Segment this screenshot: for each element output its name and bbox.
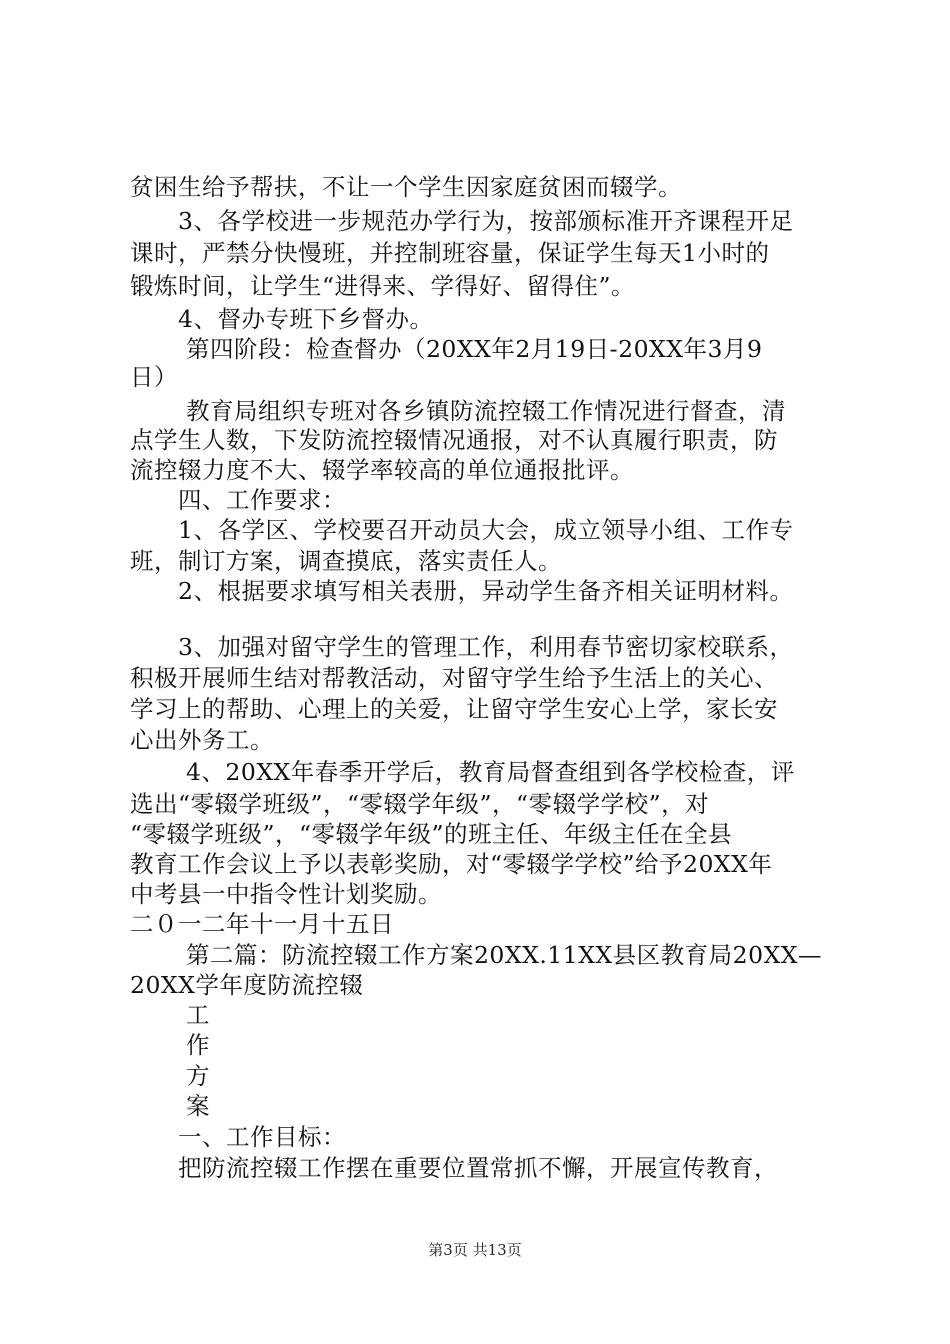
text-line: 方 — [130, 1062, 210, 1090]
text-line: 第二篇：防流控辍工作方案20XX.11XX县区教育局20XX— — [130, 941, 823, 969]
text-line: 班，制订方案，调查摸底，落实责任人。 — [130, 547, 562, 575]
text-line: 2、根据要求填写相关表册，异动学生备齐相关证明材料。 — [130, 577, 794, 605]
text-line: 第四阶段：检查督办（20XX年2月19日-20XX年3月9 — [130, 335, 763, 363]
text-line: 二０一二年十一月十五日 — [130, 910, 394, 938]
text-line: 中考县一中指令性计划奖励。 — [130, 880, 442, 908]
text-line: 4、督办专班下乡督办。 — [130, 305, 434, 333]
text-line: 积极开展师生结对帮教活动，对留守学生给予生活上的关心、 — [130, 664, 778, 692]
text-line: 贫困生给予帮扶，不让一个学生因家庭贫困而辍学。 — [130, 173, 682, 201]
text-line: 四、工作要求： — [130, 486, 346, 514]
text-line: 锻炼时间，让学生“进得来、学得好、留得住”。 — [130, 272, 636, 300]
text-line: 教育工作会议上予以表彰奖励，对“零辍学学校”给予20XX年 — [130, 850, 773, 878]
text-line: 作 — [130, 1031, 210, 1059]
text-line: 选出“零辍学班级”，“零辍学年级”，“零辍学学校”，对 — [130, 790, 710, 818]
text-line: 3、加强对留守学生的管理工作，利用春节密切家校联系， — [130, 633, 794, 661]
text-line: 流控辍力度不大、辍学率较高的单位通报批评。 — [130, 456, 634, 484]
text-line: 案 — [130, 1092, 210, 1120]
text-line: 心出外务工。 — [130, 726, 274, 754]
text-line: 一、工作目标： — [130, 1123, 346, 1151]
text-line: “零辍学班级”，“零辍学年级”的班主任、年级主任在全县 — [130, 820, 733, 848]
page-number-footer: 第3页 共13页 — [428, 1241, 522, 1259]
text-line: 1、各学区、学校要召开动员大会，成立领导小组、工作专 — [130, 516, 794, 544]
text-line: 20XX学年度防流控辍 — [130, 971, 364, 999]
text-line: 3、各学校进一步规范办学行为，按部颁标准开齐课程开足 — [130, 207, 794, 235]
text-line: 4、20XX年春季开学后，教育局督查组到各学校检查，评 — [130, 758, 795, 786]
text-line: 点学生人数，下发防流控辍情况通报，对不认真履行职责，防 — [130, 426, 778, 454]
text-line: 学习上的帮助、心理上的关爱，让留守学生安心上学，家长安 — [130, 695, 778, 723]
text-line: 课时，严禁分快慢班，并控制班容量，保证学生每天1小时的 — [130, 239, 770, 267]
text-line: 日） — [130, 363, 178, 391]
text-line: 工 — [130, 1001, 210, 1029]
text-line: 把防流控辍工作摆在重要位置常抓不懈，开展宣传教育， — [130, 1154, 778, 1182]
text-line: 教育局组织专班对各乡镇防流控辍工作情况进行督查，清 — [130, 397, 786, 425]
